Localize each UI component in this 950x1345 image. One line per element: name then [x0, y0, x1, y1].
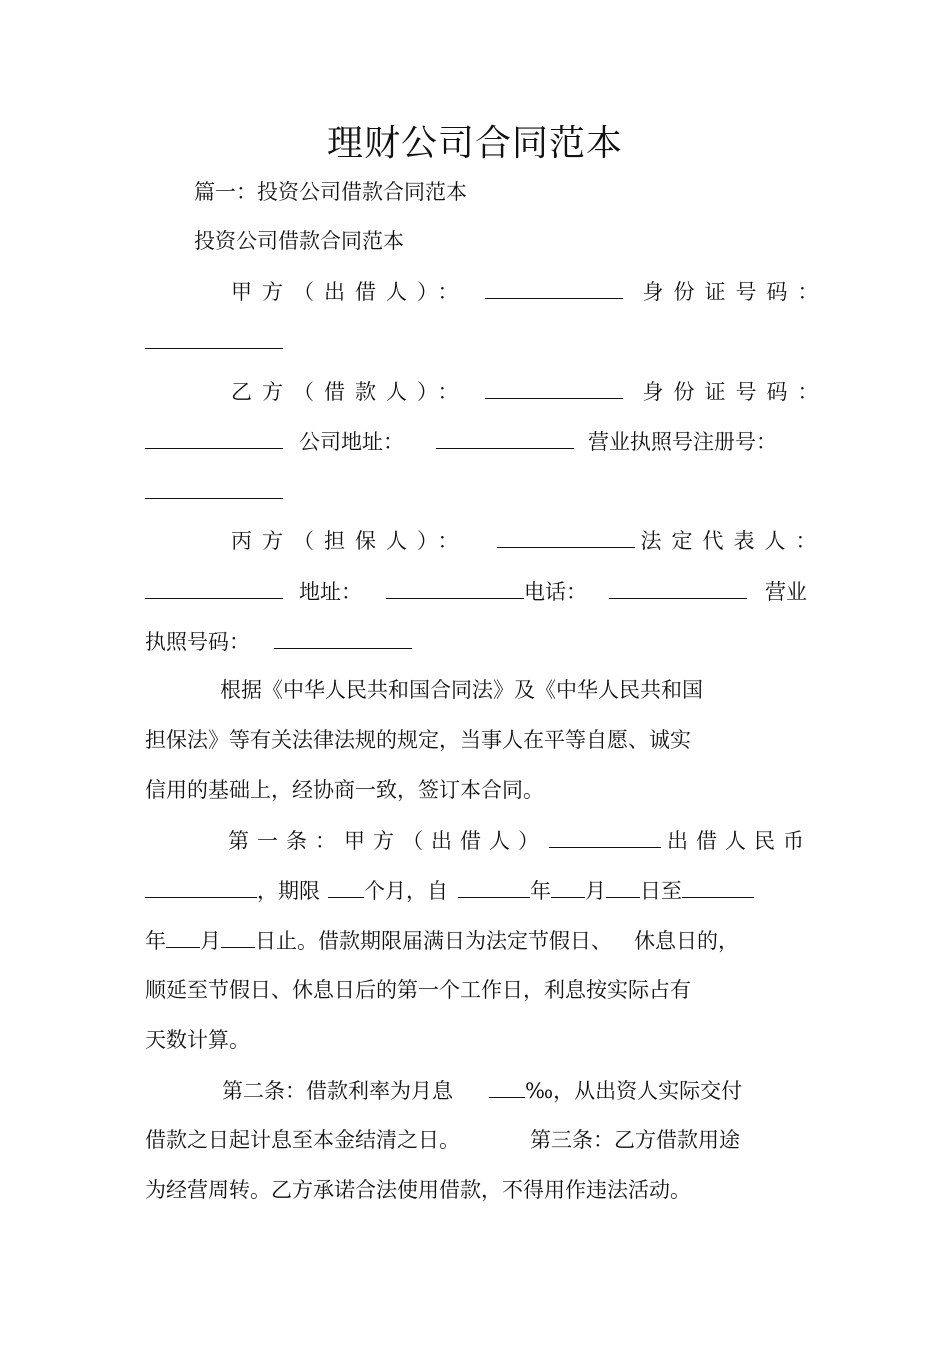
preamble-line-3: 信用的基础上，经协商一致，签订本合同。	[145, 778, 544, 802]
article1-line-3	[145, 925, 739, 956]
party-c-phone-blank	[609, 576, 747, 599]
article1-line-5: 天数计算。	[145, 1028, 250, 1052]
party-b-id-blank	[145, 426, 283, 449]
party-c-license-label-1: 营业	[765, 580, 807, 604]
party-c-address-label: 地址：	[299, 580, 362, 604]
article1-lender-blank	[549, 825, 661, 848]
party-b-address-label: 公司地址：	[299, 430, 404, 454]
article1-end-day-blank	[221, 925, 255, 948]
party-c-address-blank	[386, 576, 524, 599]
article2-line-2	[145, 1125, 740, 1155]
party-c-name-blank	[497, 525, 635, 548]
article1-month-unit: 个月，自	[364, 879, 448, 903]
article2-line-1	[222, 1075, 742, 1106]
chapter-heading: 篇一：投资公司借款合同范本	[194, 180, 467, 204]
article2-line-2-text: 借款之日起计息至本金结清之日。	[145, 1128, 460, 1152]
article1-end-month-blank	[166, 925, 200, 948]
article1-line-1	[228, 825, 812, 856]
party-a-line	[231, 276, 829, 307]
party-c-license-blank	[274, 626, 412, 649]
article1-start-year-blank	[458, 875, 530, 898]
party-c-contact-line	[145, 576, 807, 607]
preamble-line-2: 担保法》等有关法律法规的规定，当事人在平等自愿、诚实	[145, 728, 691, 752]
party-b-name-blank	[485, 376, 623, 399]
article1-day-end-text: 日止。借款期限届满日为法定节假日、	[255, 929, 612, 953]
contract-subtitle: 投资公司借款合同范本	[194, 229, 404, 253]
party-c-license-label-2: 执照号码：	[145, 630, 250, 654]
party-a-id-line	[145, 326, 283, 357]
party-c-phone-label: 电话：	[524, 580, 587, 604]
article1-lead: 第一条：甲方（出借人）	[228, 829, 547, 853]
party-c-label: 丙方（担保人）：	[231, 529, 469, 553]
article3-lead: 第三条：乙方借款用途	[530, 1128, 740, 1152]
party-b-address-blank	[436, 426, 574, 449]
party-a-label: 甲方（出借人）：	[231, 280, 469, 304]
party-a-id-label: 身份证号码：	[642, 280, 829, 304]
party-a-id-blank	[145, 326, 283, 349]
party-b-line	[231, 376, 829, 407]
article1-day-to-text: 日至	[640, 879, 682, 903]
document-title: 理财公司合同范本	[326, 123, 623, 164]
article1-months-blank	[328, 875, 364, 898]
article1-year-text: 年	[530, 879, 551, 903]
article1-start-month-blank	[551, 875, 585, 898]
party-b-license-blank	[145, 476, 283, 499]
article1-rest-text: 休息日的，	[634, 929, 739, 953]
party-b-label: 乙方（借款人）：	[231, 380, 469, 404]
article1-amount-blank	[145, 875, 257, 898]
article1-year-text-2: 年	[145, 929, 166, 953]
party-b-address-line	[145, 426, 777, 457]
party-b-license-line	[145, 476, 283, 507]
party-b-license-label: 营业执照号注册号：	[588, 430, 777, 454]
article1-month-text-2: 月	[200, 929, 221, 953]
party-c-rep-label: 法定代表人：	[640, 529, 827, 553]
article1-term-text: ，期限	[257, 879, 320, 903]
article1-end-year-blank	[682, 875, 754, 898]
party-a-name-blank	[485, 276, 623, 299]
party-c-rep-blank	[145, 576, 283, 599]
article2-lead: 第二条：借款利率为月息	[222, 1079, 453, 1103]
party-c-line	[231, 525, 827, 556]
article1-line-4: 顺延至节假日、休息日后的第一个工作日，利息按实际占有	[145, 978, 691, 1002]
preamble-line-1: 根据《中华人民共和国合同法》及《中华人民共和国	[220, 678, 703, 702]
party-b-id-label: 身份证号码：	[642, 380, 829, 404]
party-c-license-line	[145, 626, 412, 657]
article1-month-text: 月	[585, 879, 606, 903]
article1-line-2	[145, 875, 754, 906]
article1-lend-text: 出借人民币	[667, 829, 812, 853]
article2-permille-text: ‰，从出资人实际交付	[525, 1079, 743, 1103]
article2-rate-blank	[489, 1075, 525, 1098]
article3-line-2: 为经营周转。乙方承诺合法使用借款，不得用作违法活动。	[145, 1178, 691, 1202]
article1-start-day-blank	[606, 875, 640, 898]
